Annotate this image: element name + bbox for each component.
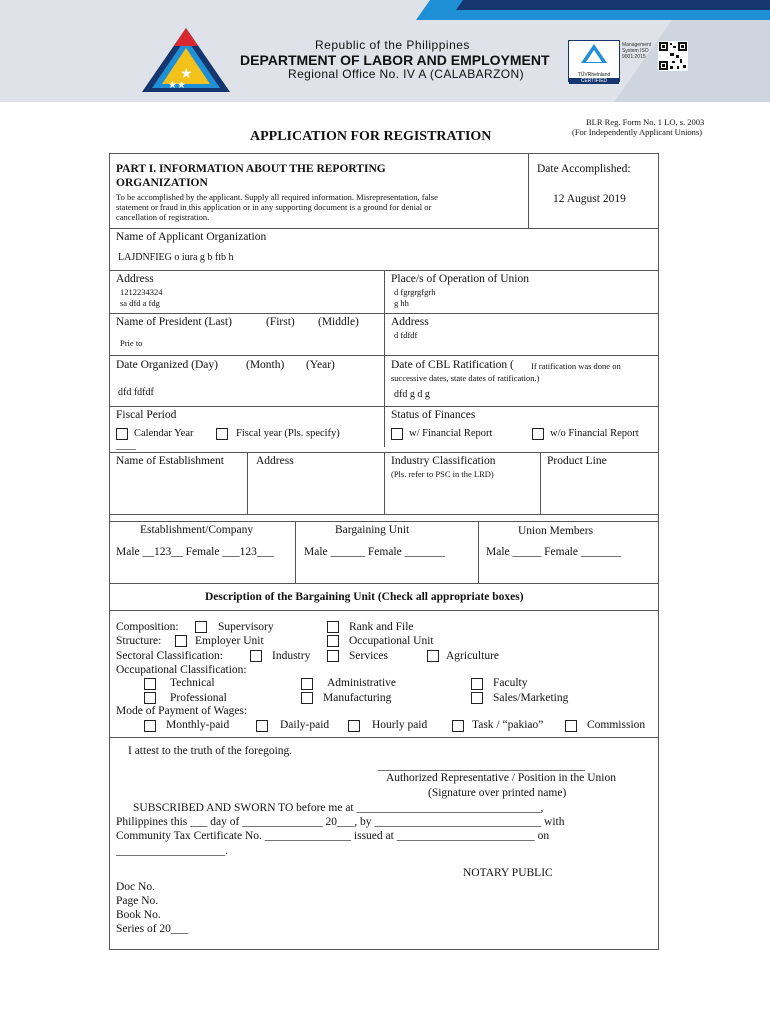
union-members-counts[interactable]: Male _____ Female _______ xyxy=(486,546,622,558)
form-title: APPLICATION FOR REGISTRATION xyxy=(250,129,492,144)
calendar-year-checkbox[interactable] xyxy=(116,428,128,440)
sworn-line-4: ___________________. xyxy=(116,845,229,857)
manufacturing-label: Manufacturing xyxy=(323,692,392,704)
hourly-label: Hourly paid xyxy=(372,719,428,731)
est-company-counts[interactable]: Male __123__ Female ___123___ xyxy=(116,546,275,558)
certification-badge xyxy=(568,40,620,82)
divider xyxy=(109,406,659,407)
services-checkbox[interactable] xyxy=(327,650,339,662)
part1-heading-line1: PART I. INFORMATION ABOUT THE REPORTING xyxy=(116,163,386,175)
sales-label: Sales/Marketing xyxy=(493,692,569,704)
sworn-line-3: Community Tax Certificate No. _______________ issued at ________________________ on xyxy=(116,830,550,842)
task-checkbox[interactable] xyxy=(452,720,464,732)
divider xyxy=(384,452,385,514)
sworn-line-2: Philippines this ___ day of ______________ 20___, by _____________________________ with xyxy=(116,816,565,828)
agriculture-label: Agriculture xyxy=(446,650,500,662)
divider xyxy=(540,452,541,514)
divider xyxy=(109,521,659,522)
reg-form-subtitle: (For Independently Applicant Unions) xyxy=(572,127,703,137)
header-navy-stripe xyxy=(456,0,770,10)
pres-address-label: Address xyxy=(391,316,429,328)
rank-file-checkbox[interactable] xyxy=(327,621,339,633)
date-org-month-label: (Month) xyxy=(246,359,285,371)
hourly-checkbox[interactable] xyxy=(348,720,360,732)
monthly-checkbox[interactable] xyxy=(144,720,156,732)
header-department: DEPARTMENT OF LABOR AND EMPLOYMENT xyxy=(240,52,550,68)
occupational-unit-checkbox[interactable] xyxy=(327,635,339,647)
administrative-label: Administrative xyxy=(327,677,396,689)
sworn-line-1: SUBSCRIBED AND SWORN TO before me at ________________________________, xyxy=(133,802,544,814)
employer-unit-label: Employer Unit xyxy=(195,635,264,647)
faculty-label: Faculty xyxy=(493,677,528,689)
header-regional-office: Regional Office No. IV A (CALABARZON) xyxy=(288,67,524,81)
cbl-label: Date of CBL Ratification ( xyxy=(391,359,514,371)
signature-note: (Signature over printed name) xyxy=(428,787,567,799)
president-value[interactable]: Prie to xyxy=(120,338,143,348)
signature-line[interactable]: ____________________________________ xyxy=(378,760,585,772)
monthly-label: Monthly-paid xyxy=(166,719,230,731)
daily-label: Daily-paid xyxy=(280,719,330,731)
occupational-unit-label: Occupational Unit xyxy=(349,635,434,647)
divider xyxy=(109,514,659,515)
services-label: Services xyxy=(349,650,388,662)
tuv-certified-text: CERTIFIED xyxy=(569,78,619,84)
date-org-year-label: (Year) xyxy=(306,359,335,371)
president-last-label: Name of President (Last) xyxy=(116,316,232,328)
president-middle-label: (Middle) xyxy=(318,316,359,328)
structure-label: Structure: xyxy=(116,635,162,647)
divider xyxy=(384,270,385,447)
daily-checkbox[interactable] xyxy=(256,720,268,732)
bargaining-unit-label: Bargaining Unit xyxy=(335,524,410,536)
divider xyxy=(528,153,529,228)
divider xyxy=(109,355,659,356)
cbl-note-2: successive dates, state dates of ratification.) xyxy=(391,373,540,383)
divider xyxy=(247,452,248,514)
tuv-logo-icon xyxy=(569,41,619,67)
qr-code-icon xyxy=(658,41,688,71)
employer-unit-checkbox[interactable] xyxy=(175,635,187,647)
product-line-label: Product Line xyxy=(547,455,607,467)
with-financial-report-label: w/ Financial Report xyxy=(409,428,493,439)
part1-heading-line2: ORGANIZATION xyxy=(116,177,208,189)
reg-form-number: BLR Reg. Form No. 1 LO, s. 2003 xyxy=(586,117,705,127)
task-label: Task / “pakiao” xyxy=(472,719,544,731)
header-banner xyxy=(0,0,770,102)
divider xyxy=(109,737,659,738)
rank-file-label: Rank and File xyxy=(349,621,414,633)
cbl-note-1: If ratification was done on xyxy=(531,361,621,371)
org-name-label: Name of Applicant Organization xyxy=(116,231,267,243)
authorized-rep-label: Authorized Representative / Position in the Union xyxy=(386,772,616,784)
without-financial-report-checkbox[interactable] xyxy=(532,428,544,440)
fiscal-blank: ____ xyxy=(116,440,136,451)
occupational-label: Occupational Classification: xyxy=(116,664,247,676)
sectoral-label: Sectoral Classification: xyxy=(116,650,223,662)
fiscal-year-checkbox[interactable] xyxy=(216,428,228,440)
places-value-2[interactable]: g hh xyxy=(394,298,409,308)
divider xyxy=(109,610,659,611)
without-financial-report-label: w/o Financial Report xyxy=(550,428,639,439)
svg-text:★★: ★★ xyxy=(168,80,186,91)
supervisory-checkbox[interactable] xyxy=(195,621,207,633)
divider xyxy=(109,228,659,229)
divider xyxy=(478,521,479,583)
industry-note: (Pls. refer to PSC in the LRD) xyxy=(391,469,494,479)
fiscal-year-label: Fiscal year (Pls. specify) xyxy=(236,428,340,439)
instructions-line1: To be accomplished by the applicant. Supply all required information. Misrepresentation, false xyxy=(116,192,438,202)
date-org-value[interactable]: dfd fdfdf xyxy=(118,387,154,398)
instructions-line2: statement or fraud in this application or in any supporting document is a ground for denial or xyxy=(116,202,432,212)
president-first-label: (First) xyxy=(266,316,295,328)
desc-title: Description of the Bargaining Unit (Check all appropriate boxes) xyxy=(205,591,524,603)
address-label: Address xyxy=(116,273,154,285)
union-members-label: Union Members xyxy=(518,525,594,537)
org-name-value[interactable]: LAJDNFIEG o iura g b ftb h xyxy=(118,252,234,263)
date-org-day-label: Date Organized (Day) xyxy=(116,359,218,371)
composition-label: Composition: xyxy=(116,621,179,633)
finances-label: Status of Finances xyxy=(391,409,476,421)
address-value-1[interactable]: 1212234324 xyxy=(120,287,163,297)
with-financial-report-checkbox[interactable] xyxy=(391,428,403,440)
attest-text: I attest to the truth of the foregoing. xyxy=(128,745,293,757)
supervisory-label: Supervisory xyxy=(218,621,274,633)
bargaining-unit-counts[interactable]: Male ______ Female _______ xyxy=(304,546,445,558)
agriculture-checkbox[interactable] xyxy=(427,650,439,662)
technical-checkbox[interactable] xyxy=(144,678,156,690)
dole-logo-icon xyxy=(140,26,232,94)
commission-checkbox[interactable] xyxy=(565,720,577,732)
professional-label: Professional xyxy=(170,692,227,704)
book-no-label: Book No. xyxy=(116,909,161,921)
address-value-2[interactable]: sa dfd a fdg xyxy=(120,298,160,308)
header-republic: Republic of the Philippines xyxy=(315,38,470,52)
svg-text:★: ★ xyxy=(180,66,193,82)
industry-checkbox[interactable] xyxy=(250,650,262,662)
manufacturing-checkbox[interactable] xyxy=(301,692,313,704)
divider xyxy=(295,521,296,583)
places-label: Place/s of Operation of Union xyxy=(391,273,529,285)
instructions-line3: cancellation of registration. xyxy=(116,212,210,222)
estab-address-label: Address xyxy=(256,455,294,467)
pres-address-value[interactable]: d fdfdf xyxy=(394,330,418,340)
est-company-label: Establishment/Company xyxy=(140,524,254,536)
divider xyxy=(109,313,659,314)
faculty-checkbox[interactable] xyxy=(471,678,483,690)
estab-name-label: Name of Establishment xyxy=(116,455,224,467)
doc-no-label: Doc No. xyxy=(116,881,155,893)
technical-label: Technical xyxy=(170,677,215,689)
notary-public-label: NOTARY PUBLIC xyxy=(463,867,553,879)
fiscal-period-label: Fiscal Period xyxy=(116,409,177,421)
commission-label: Commission xyxy=(587,719,646,731)
series-label: Series of 20___ xyxy=(116,923,189,935)
tuv-badge-text: TÜVRheinland xyxy=(577,72,611,78)
divider xyxy=(109,583,659,584)
administrative-checkbox[interactable] xyxy=(301,678,313,690)
industry-label: Industry Classification xyxy=(391,455,496,467)
places-value-1[interactable]: d fgrgrgfgrh xyxy=(394,287,436,297)
cbl-value[interactable]: dfd g d g xyxy=(394,389,430,400)
professional-checkbox[interactable] xyxy=(144,692,156,704)
wages-label: Mode of Payment of Wages: xyxy=(116,705,248,717)
calendar-year-label: Calendar Year xyxy=(134,428,194,439)
page-no-label: Page No. xyxy=(116,895,159,907)
date-accomplished-value[interactable]: 12 August 2019 xyxy=(553,193,626,205)
sales-checkbox[interactable] xyxy=(471,692,483,704)
date-accomplished-label: Date Accomplished: xyxy=(537,163,631,175)
industry-option-label: Industry xyxy=(272,650,311,662)
cert-description: Management System ISO 9001:2015 xyxy=(622,42,652,60)
